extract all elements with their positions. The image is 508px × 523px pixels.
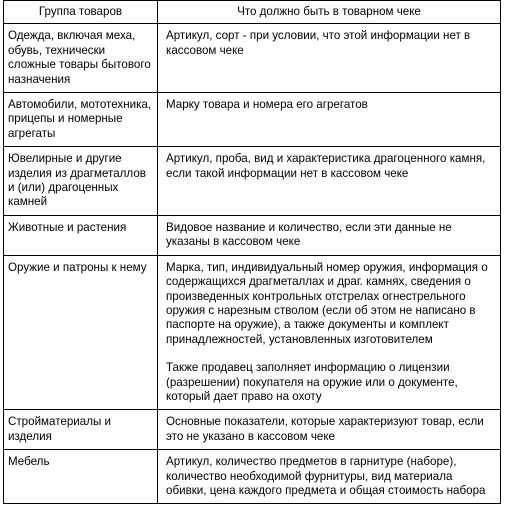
receipt-requirements-cell <box>158 450 501 504</box>
goods-group-cell: Животные и растения <box>4 215 158 255</box>
header-receipt-contents: Что должно быть в товарном чеке <box>158 1 501 24</box>
receipt-requirements-cell <box>158 215 501 255</box>
goods-group-cell: Стройматериалы и изделия <box>4 410 158 450</box>
requirement-text: Артикул, проба, вид и характеристика драгоценного камня, если такой информации нет в кассовом чеке <box>166 152 486 180</box>
goods-group-cell: Мебель <box>4 450 158 504</box>
table-row <box>4 147 501 216</box>
receipt-requirements-cell <box>158 147 501 216</box>
table-row <box>4 24 501 93</box>
table-row <box>4 450 501 504</box>
requirement-text: Также продавец заполняет информацию о лицензии (разрешении) покупателя на оружие или о документе, который дает право на охоту <box>166 361 458 403</box>
goods-group-cell: Автомобили, мототехника, прицепы и номерные агрегаты <box>4 93 158 147</box>
table-row <box>4 215 501 255</box>
receipt-requirements-cell <box>158 93 501 147</box>
requirement-text: Артикул, сорт - при условии, что этой информации нет в кассовом чеке <box>166 29 471 57</box>
requirement-text: Видовое название и количество, если эти данные не указаны в кассовом чеке <box>166 220 452 249</box>
goods-group-cell: Одежда, включая меха, обувь, технически сложные товары бытового назначения <box>4 24 158 93</box>
table-header-row <box>4 1 501 24</box>
table-row <box>4 93 501 147</box>
header-goods-group: Группа товаров <box>4 1 158 24</box>
requirement-text: Марка, тип, индивидуальный номер оружия, информация о содержащихся драгметаллах и драг. камнях, сведения о произведенных контрольных отстрелах огнестрельного оружия с нарезным стволом (если об этом не написано в паспорте на оружие), а также документы и комплект принадлежностей, установленных изготовителем <box>166 260 488 346</box>
receipt-requirements-cell <box>158 410 501 450</box>
table-row <box>4 255 501 410</box>
requirement-text: Основные показатели, которые характеризуют товар, если это не указано в кассовом чеке <box>166 415 484 443</box>
goods-group-cell: Ювелирные и другие изделия из драгметаллов и (или) драгоценных камней <box>4 147 158 216</box>
goods-receipt-table <box>3 0 501 504</box>
goods-group-cell: Оружие и патроны к нему <box>4 255 158 410</box>
table-row <box>4 410 501 450</box>
receipt-requirements-cell <box>158 24 501 93</box>
receipt-requirements-cell <box>158 255 501 410</box>
requirement-text: Артикул, количество предметов в гарнитуре (наборе), количество необходимой фурнитуры, вид материала обивки, цена каждого предмета и общая стоимость набора <box>166 455 486 497</box>
requirement-text: Марку товара и номера его агрегатов <box>166 98 368 112</box>
